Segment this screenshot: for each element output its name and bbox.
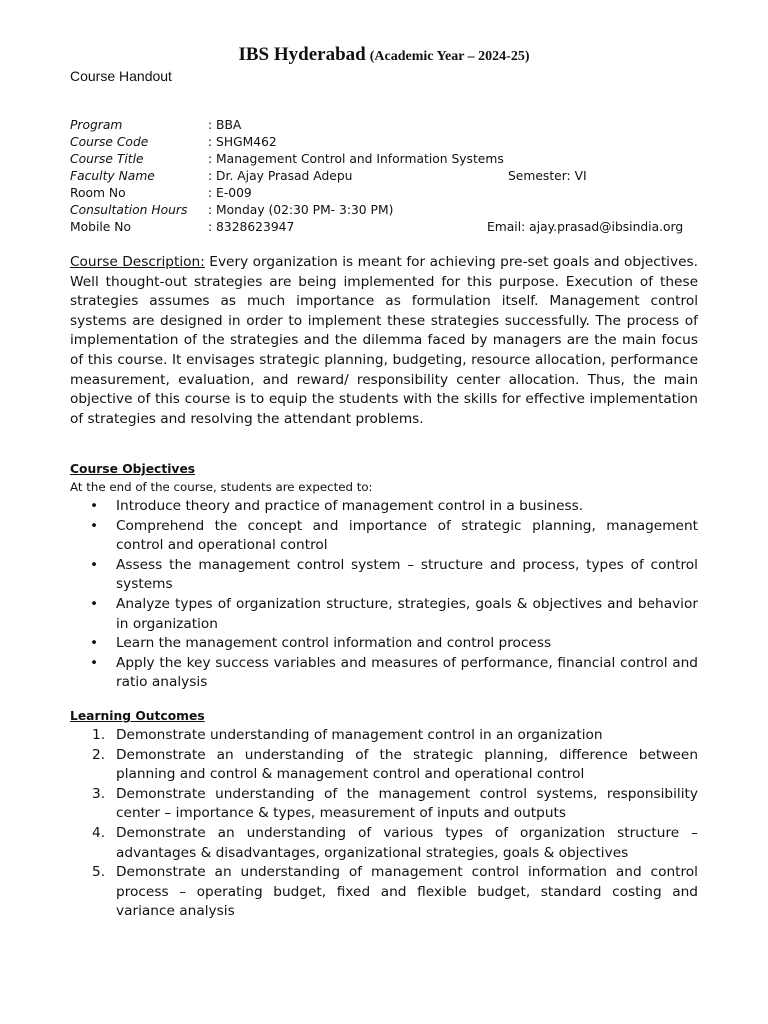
info-row-consultation bbox=[70, 202, 710, 219]
outcome-text: Demonstrate understanding of the management control systems, responsibility center – importance & types, measurement of inputs and outputs bbox=[116, 785, 698, 822]
outcome-item bbox=[70, 726, 698, 746]
outcome-item bbox=[70, 746, 698, 785]
info-row-faculty bbox=[70, 168, 710, 185]
outcome-number: 1. bbox=[92, 727, 106, 743]
course-code-value: : SHGM462 bbox=[208, 135, 277, 149]
faculty-value: : Dr. Ajay Prasad Adepu bbox=[208, 169, 353, 183]
bullet-icon: • bbox=[90, 654, 99, 671]
objective-text: Learn the management control information and control process bbox=[116, 635, 552, 652]
bullet-icon: • bbox=[90, 635, 99, 652]
course-code-label: Course Code bbox=[70, 135, 149, 149]
title-main: IBS Hyderabad bbox=[238, 44, 366, 65]
program-label: Program bbox=[70, 118, 123, 132]
bullet-icon: • bbox=[90, 517, 99, 534]
info-row-course-title bbox=[70, 151, 710, 168]
outcome-item bbox=[70, 785, 698, 824]
mobile-value: : 8328623947 bbox=[208, 220, 295, 234]
course-objectives-list bbox=[70, 497, 698, 693]
semester-value: Semester: VI bbox=[508, 169, 587, 183]
outcome-text: Demonstrate understanding of management control in an organization bbox=[116, 727, 603, 743]
bullet-icon: • bbox=[90, 556, 99, 573]
outcome-number: 4. bbox=[92, 824, 106, 841]
objective-text: Comprehend the concept and importance of strategic planning, management control and operational control bbox=[116, 517, 698, 554]
bullet-icon: • bbox=[90, 498, 99, 514]
room-value: : E-009 bbox=[208, 186, 252, 200]
objective-item bbox=[70, 654, 698, 693]
outcome-number: 2. bbox=[92, 746, 106, 763]
course-handout-label: Course Handout bbox=[70, 68, 172, 84]
faculty-label: Faculty Name bbox=[70, 169, 155, 183]
objective-text: Apply the key success variables and measures of performance, financial control and ratio analysis bbox=[116, 654, 698, 691]
program-value: : BBA bbox=[208, 118, 242, 132]
objective-item bbox=[70, 497, 698, 517]
course-title-label: Course Title bbox=[70, 152, 144, 166]
objective-item bbox=[70, 517, 698, 556]
outcome-number: 3. bbox=[92, 785, 106, 802]
course-info-block bbox=[70, 117, 710, 236]
mobile-label: Mobile No bbox=[70, 220, 131, 234]
outcome-number: 5. bbox=[92, 864, 106, 881]
course-description-text: Every organization is meant for achieving pre-set goals and objectives. Well thought-out strategies are being implemented for this purpose. Execution of these strategies assumes as much importance as formulation itself. Management control systems are designed in order to implement these strategies successfully. The process of implementation of the strategies and the dilemma faced by managers are the main focus of this course. It envisages strategic planning, budgeting, resource allocation, performance measurement, evaluation, and reward/ responsibility center allocation. Thus, the main objective of this course is to equip the students with the skills for effective implementation of strategies and resolving the attendant problems. bbox=[70, 254, 698, 427]
objective-text: Introduce theory and practice of management control in a business. bbox=[116, 498, 584, 514]
objective-item bbox=[70, 595, 698, 634]
course-description bbox=[70, 253, 698, 429]
objective-item bbox=[70, 634, 698, 654]
course-objectives-intro: At the end of the course, students are expected to: bbox=[70, 480, 373, 494]
consultation-value: : Monday (02:30 PM- 3:30 PM) bbox=[208, 203, 394, 217]
info-row-course-code bbox=[70, 134, 710, 151]
course-objectives-heading: Course Objectives bbox=[70, 462, 196, 476]
document-title bbox=[0, 44, 768, 66]
email-value: Email: ajay.prasad@ibsindia.org bbox=[487, 220, 684, 234]
bullet-icon: • bbox=[90, 595, 99, 612]
outcome-text: Demonstrate an understanding of various types of organization structure – advantages & disadvantages, organizational strategies, goals & objectives bbox=[116, 824, 698, 861]
room-label: Room No bbox=[70, 186, 126, 200]
outcome-item bbox=[70, 824, 698, 863]
learning-outcomes-list bbox=[70, 726, 698, 922]
course-title-value: : Management Control and Information Systems bbox=[208, 152, 504, 166]
outcome-text: Demonstrate an understanding of management control information and control process – operating budget, fixed and flexible budget, standard costing and variance analysis bbox=[116, 864, 698, 920]
consultation-label: Consultation Hours bbox=[70, 203, 188, 217]
objective-text: Analyze types of organization structure, strategies, goals & objectives and behavior in organization bbox=[116, 595, 698, 632]
learning-outcomes-heading: Learning Outcomes bbox=[70, 709, 205, 723]
title-academic-year: (Academic Year – 2024-25) bbox=[369, 49, 530, 64]
objective-text: Assess the management control system – structure and process, types of control systems bbox=[116, 556, 698, 593]
info-row-program bbox=[70, 117, 710, 134]
objective-item bbox=[70, 556, 698, 595]
info-row-mobile bbox=[70, 219, 710, 236]
info-row-room bbox=[70, 185, 710, 202]
course-description-heading: Course Description: bbox=[70, 254, 205, 270]
outcome-text: Demonstrate an understanding of the strategic planning, difference between planning and control & management control and operational control bbox=[116, 746, 698, 783]
outcome-item bbox=[70, 863, 698, 922]
